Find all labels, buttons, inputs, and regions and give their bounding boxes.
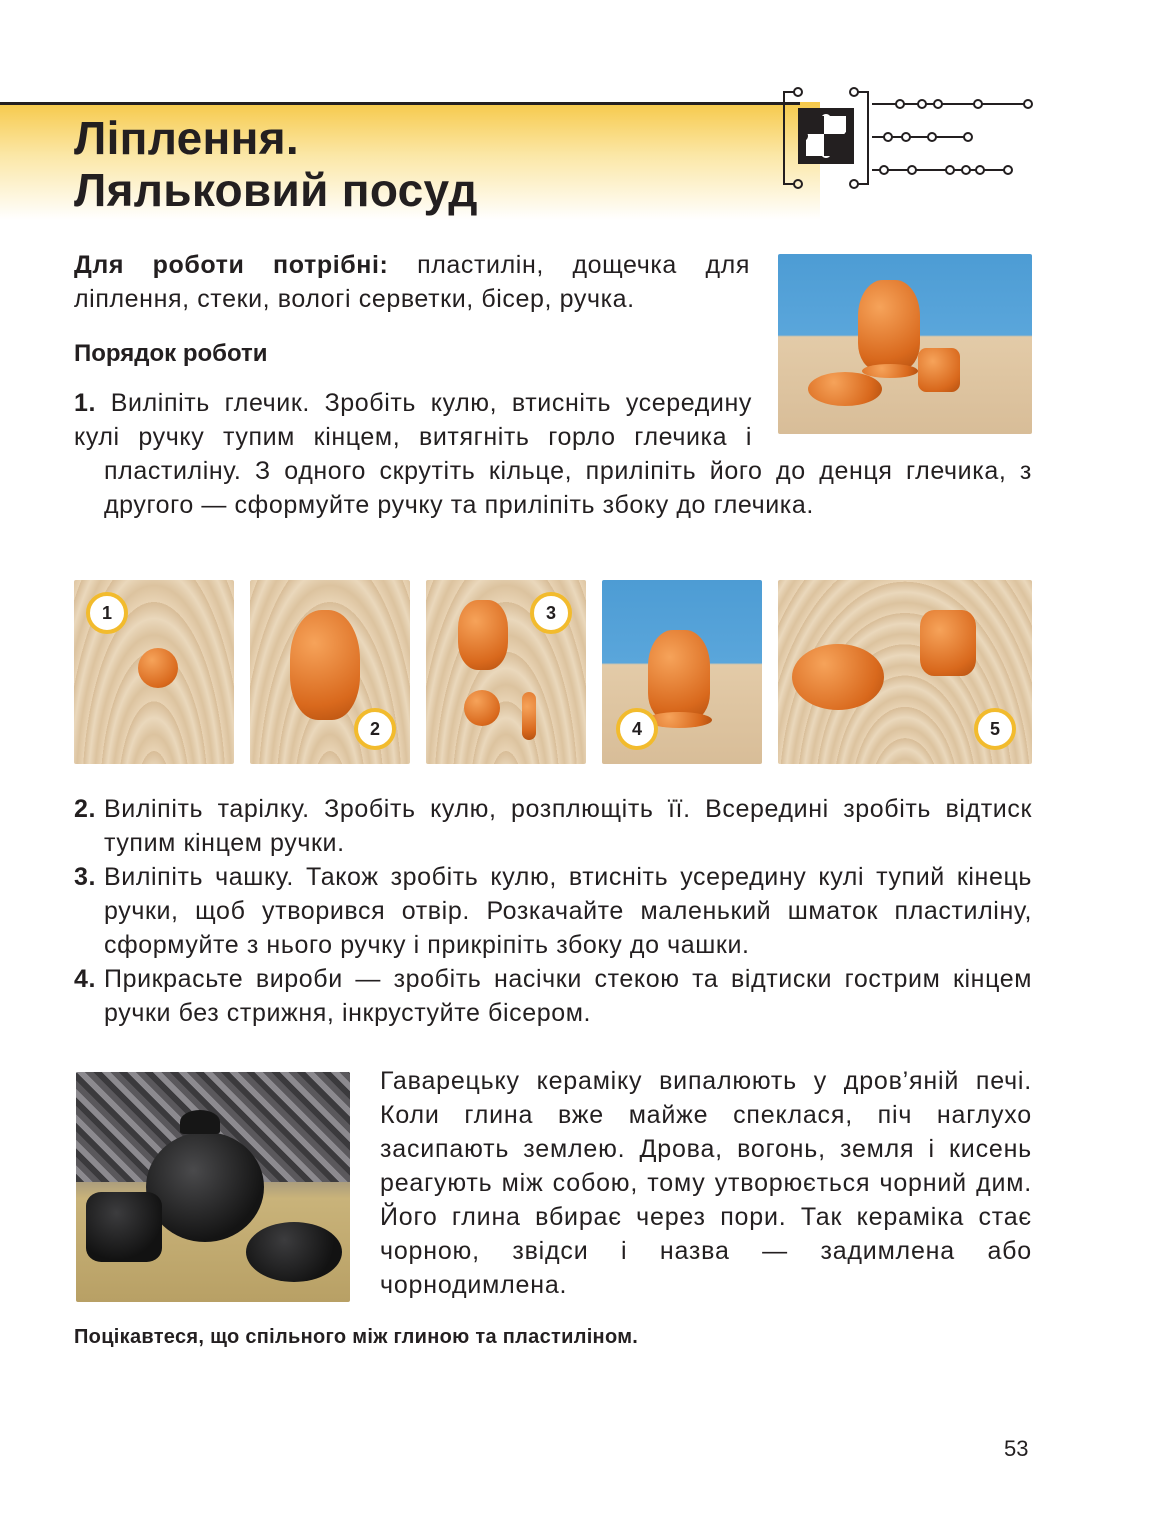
black-teapot [146,1132,264,1242]
cup-figure [918,348,960,392]
step-4-number: 4. [74,965,97,993]
step-1-number: 1. [74,389,97,417]
black-saucer [246,1222,342,1282]
clay-cup [920,610,976,676]
title-line-2: Ляльковий посуд [74,164,478,216]
fact-paragraph: Гаварецьку кераміку випалюють у дров’яній печі. Коли глина вже майже спеклася, піч наглухо засипають землею. Дрова, вогонь, земля і кисень реагують між собою, тому утворюється чорний дим. Його глина вбирає через пори. Так кераміка стає чорною, звідси і назва — задимлена або чорнодимлена. [380,1067,1032,1299]
step-badge-3: 3 [530,592,572,634]
materials-paragraph [74,248,750,316]
step-photo-4 [602,580,762,764]
step-2-number: 2. [74,795,97,823]
clay-jug-shape [290,610,360,720]
step-1-part-b [104,454,1032,556]
step-badge-4: 4 [616,708,658,750]
step-1-text: Виліпіть глечик. Зробіть кулю, втисніть усередину кулі ручку тупим кінцем, витягніть горло глечика і [74,389,752,451]
step-1-part-a [74,386,752,454]
steps-list [74,792,1032,1030]
clay-jug-finished [648,630,710,720]
step-1-continuation-text: пластиліну. З одного скрутіть кільце, приліпіть його до денця глечика, з другого — сформуйте ручку та приліпіть збоку до глечика. [104,457,1032,519]
black-cup-stack [86,1192,162,1262]
step-3-number: 3. [74,863,97,891]
materials-text: пластилін, дощечка для ліплення, стеки, вологі серветки, бісер, ручка. [74,251,751,313]
clay-handle [522,692,536,740]
finished-items-photo [778,254,1032,434]
step-3 [74,860,1032,962]
clay-ring [464,690,500,726]
step-badge-1: 1 [86,592,128,634]
step-photo-2 [250,580,410,764]
procedure-heading: Порядок роботи [74,340,268,367]
teapot-lid [180,1110,220,1134]
header-rule [0,102,800,105]
step-2-text: Виліпіть тарілку. Зробіть кулю, розплющіть її. Всередині зробіть відтиск тупим кінцем ручки. [104,795,1032,857]
step-4-text: Прикрасьте вироби — зробіть насічки стекою та відтиски гострим кінцем ручки без стрижня, інкрустуйте бісером. [104,965,1032,1027]
step-1-continuation [104,454,1032,522]
page-number: 53 [1004,1436,1029,1461]
clay-jug-small [458,600,508,670]
step-3-text: Виліпіть чашку. Також зробіть кулю, втисніть усередину кулі тупий кінець ручки, щоб утворився отвір. Розкачайте маленький шматок пластиліну, сформуйте з нього ручку і прикріпіть збоку до чашки. [104,863,1032,959]
question-text: Поцікавтеся, що спільного між глиною та пластиліном. [74,1326,639,1348]
clay-ball [138,648,178,688]
step-badge-2: 2 [354,708,396,750]
jug-figure [858,280,920,370]
page-title [74,112,478,216]
step-photo-1 [74,580,234,764]
title-line-1: Ліплення. [74,112,299,164]
step-photo-5 [778,580,1032,764]
plate-figure [808,372,882,406]
step-badge-5: 5 [974,708,1016,750]
step-photo-3 [426,580,586,764]
clay-plate [792,644,884,710]
materials-label: Для роботи потрібні: [74,251,389,279]
black-ceramics-photo [76,1072,350,1302]
step-2 [74,792,1032,860]
step-4 [74,962,1032,1030]
puzzle-icon [776,84,1046,194]
